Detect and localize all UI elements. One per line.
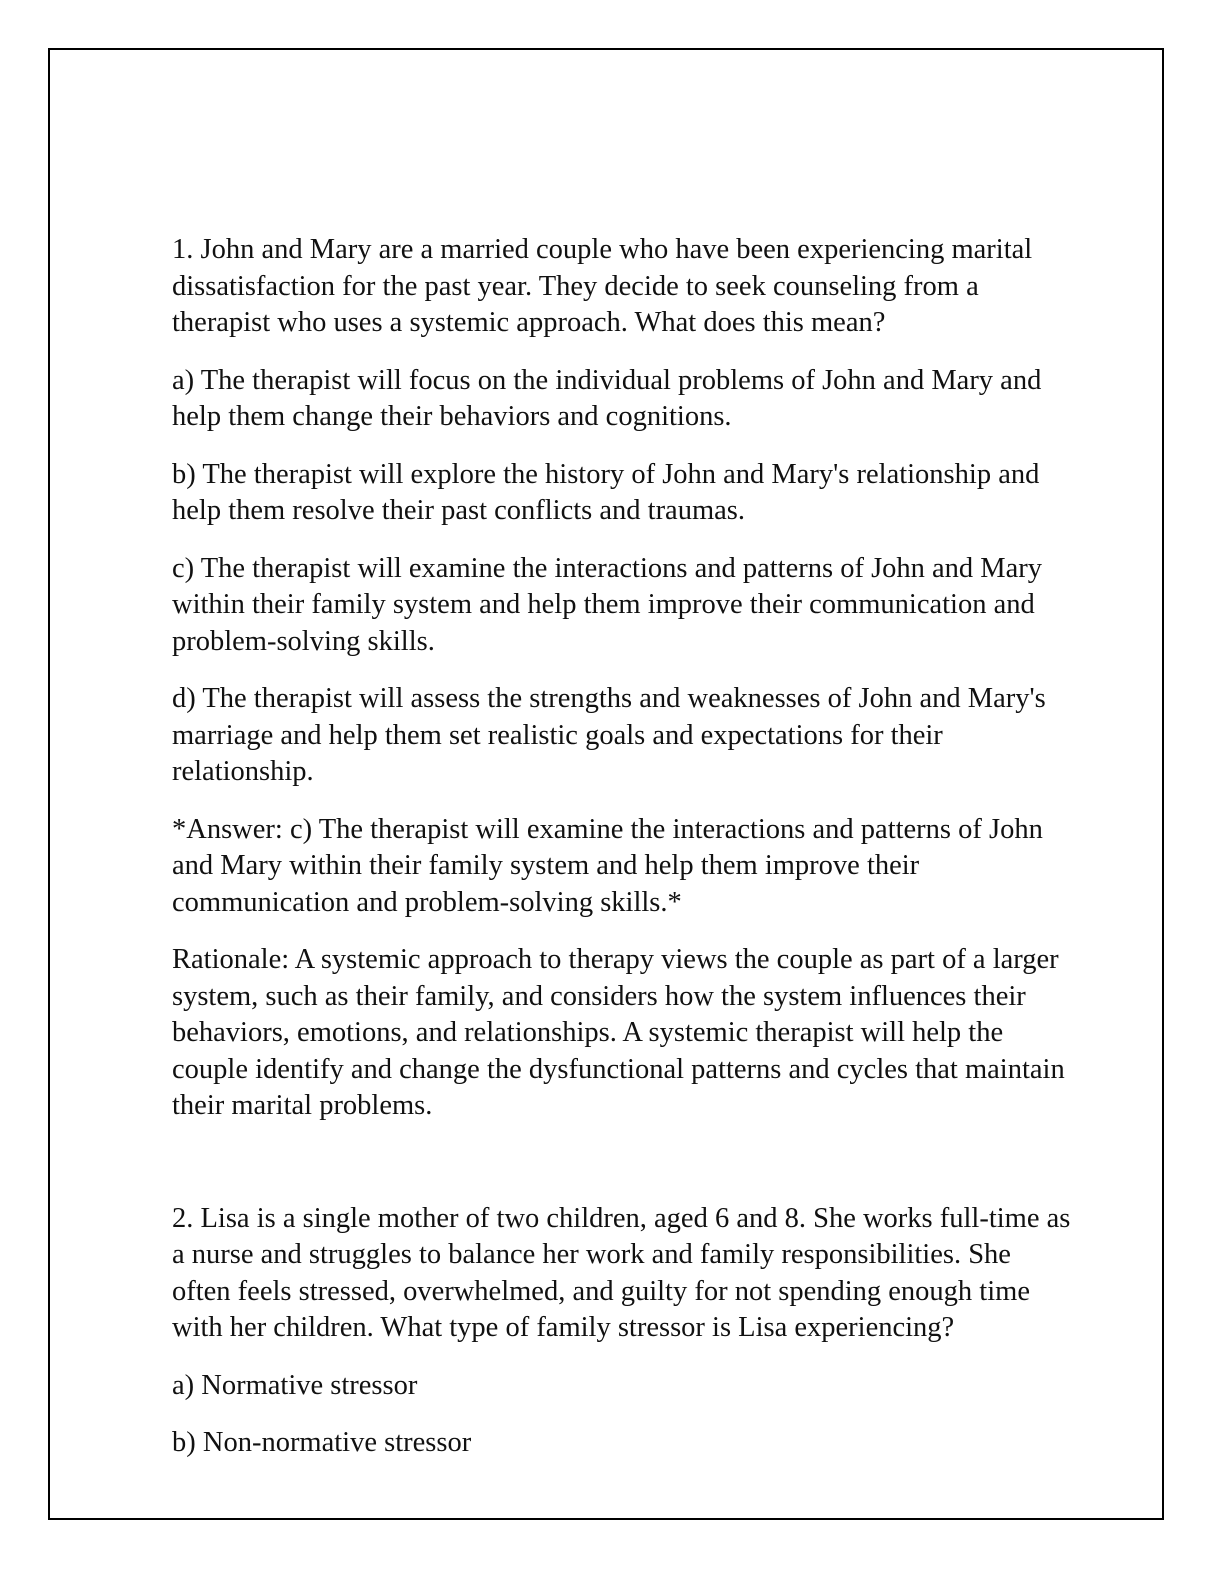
q1-answer: *Answer: c) The therapist will examine the interactions and patterns of John and Mary within their family system and help them improve their communication and problem-solving skills.*	[172, 813, 1043, 918]
q1-question: 1. John and Mary are a married couple who have been experiencing marital dissatisfaction for the past year. They decide to seek counseling from a therapist who uses a systemic approach. What does this mean?	[172, 234, 1033, 338]
q1-option-b: b) The therapist will explore the history of John and Mary's relationship and help them resolve their past conflicts and traumas.	[172, 458, 1040, 526]
q1-option-a: a) The therapist will focus on the individual problems of John and Mary and help them change their behaviors and cognitions.	[172, 364, 1042, 432]
q2-option-a: a) Normative stressor	[172, 1369, 418, 1401]
q2-question: 2. Lisa is a single mother of two children, aged 6 and 8. She works full-time as a nurse and struggles to balance her work and family responsibilities. She often feels stressed, overwhelmed, and guilty for not spending enough time with her children. What type of family stressor is Lisa experiencing?	[172, 1202, 1071, 1343]
q1-option-c: c) The therapist will examine the interactions and patterns of John and Mary within their family system and help them improve their communication and problem-solving skills.	[172, 552, 1043, 657]
q1-rationale: Rationale: A systemic approach to therapy views the couple as part of a larger system, such as their family, and considers how the system influences their behaviors, emotions, and relationships. A systemic therapist will help the couple identify and change the dysfunctional patterns and cycles that maintain their marital problems.	[172, 944, 1065, 1121]
page-frame	[48, 48, 1164, 1520]
q2-option-b: b) Non-normative stressor	[172, 1427, 472, 1458]
q1-option-d: d) The therapist will assess the strengths and weaknesses of John and Mary's marriage and help them set realistic goals and expectations for their relationship.	[172, 683, 1046, 787]
document-body	[172, 232, 1072, 1483]
